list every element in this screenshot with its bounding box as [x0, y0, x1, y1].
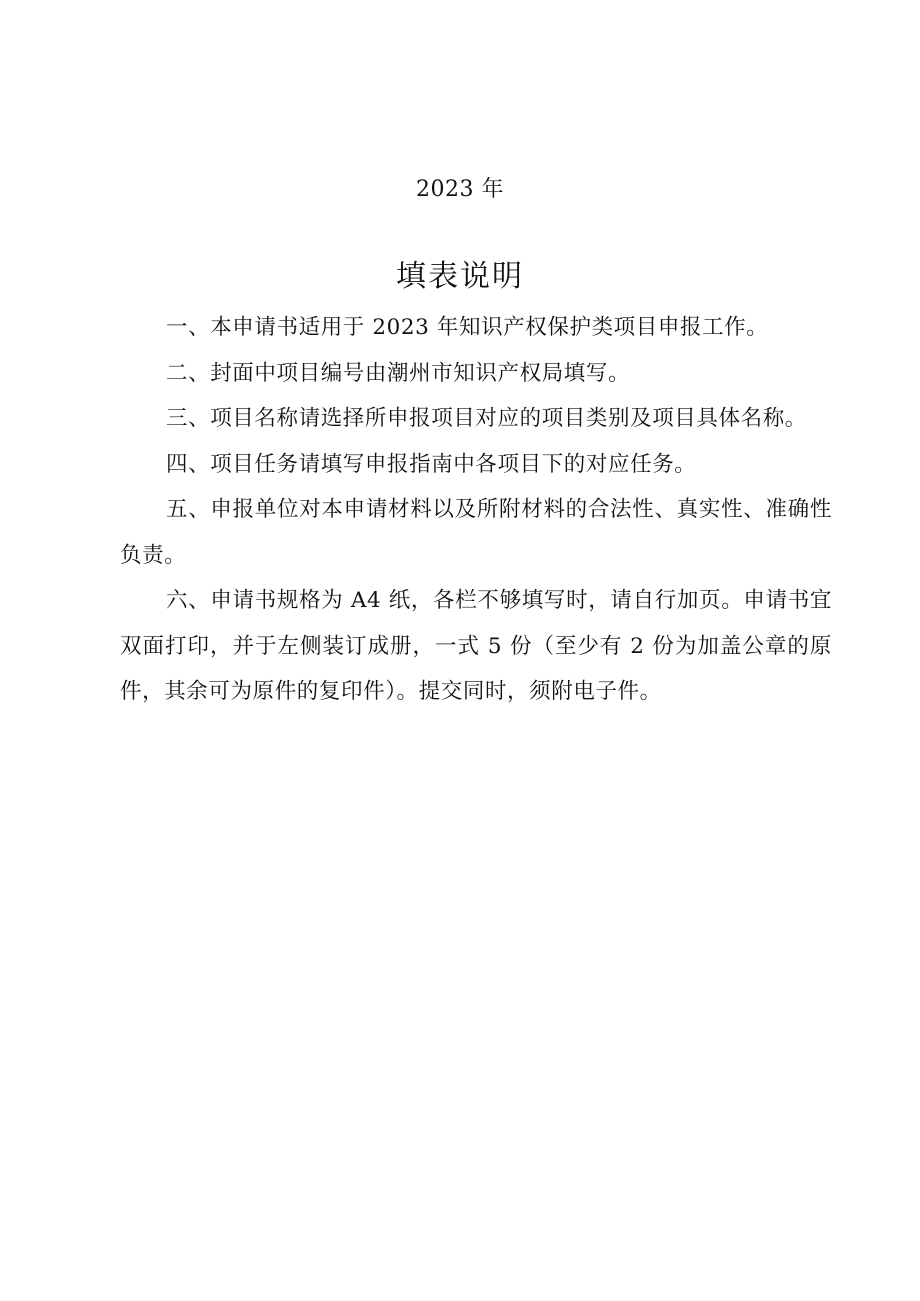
instructions-list: [120, 305, 832, 715]
instruction-item-6: 六、申请书规格为 A4 纸，各栏不够填写时，请自行加页。申请书宜双面打印，并于左侧装订成册，一式 5 份（至少有 2 份为加盖公章的原件，其余可为原件的复印件）。提交同时，须附电子件。: [120, 588, 832, 704]
instruction-item-5: 五、申报单位对本申请材料以及所附材料的合法性、真实性、准确性负责。: [120, 497, 832, 568]
instruction-item-2: 二、封面中项目编号由潮州市知识产权局填写。: [166, 360, 631, 386]
instruction-item-1: 一、本申请书适用于 2023 年知识产权保护类项目申报工作。: [166, 315, 769, 340]
page-title: 填表说明: [396, 259, 524, 294]
instruction-item-3: 三、项目名称请选择所申报项目对应的项目类别及项目具体名称。: [166, 406, 807, 431]
year-heading: 2023 年: [416, 177, 504, 202]
instruction-item-4: 四、项目任务请填写申报指南中各项目下的对应任务。: [166, 451, 697, 477]
